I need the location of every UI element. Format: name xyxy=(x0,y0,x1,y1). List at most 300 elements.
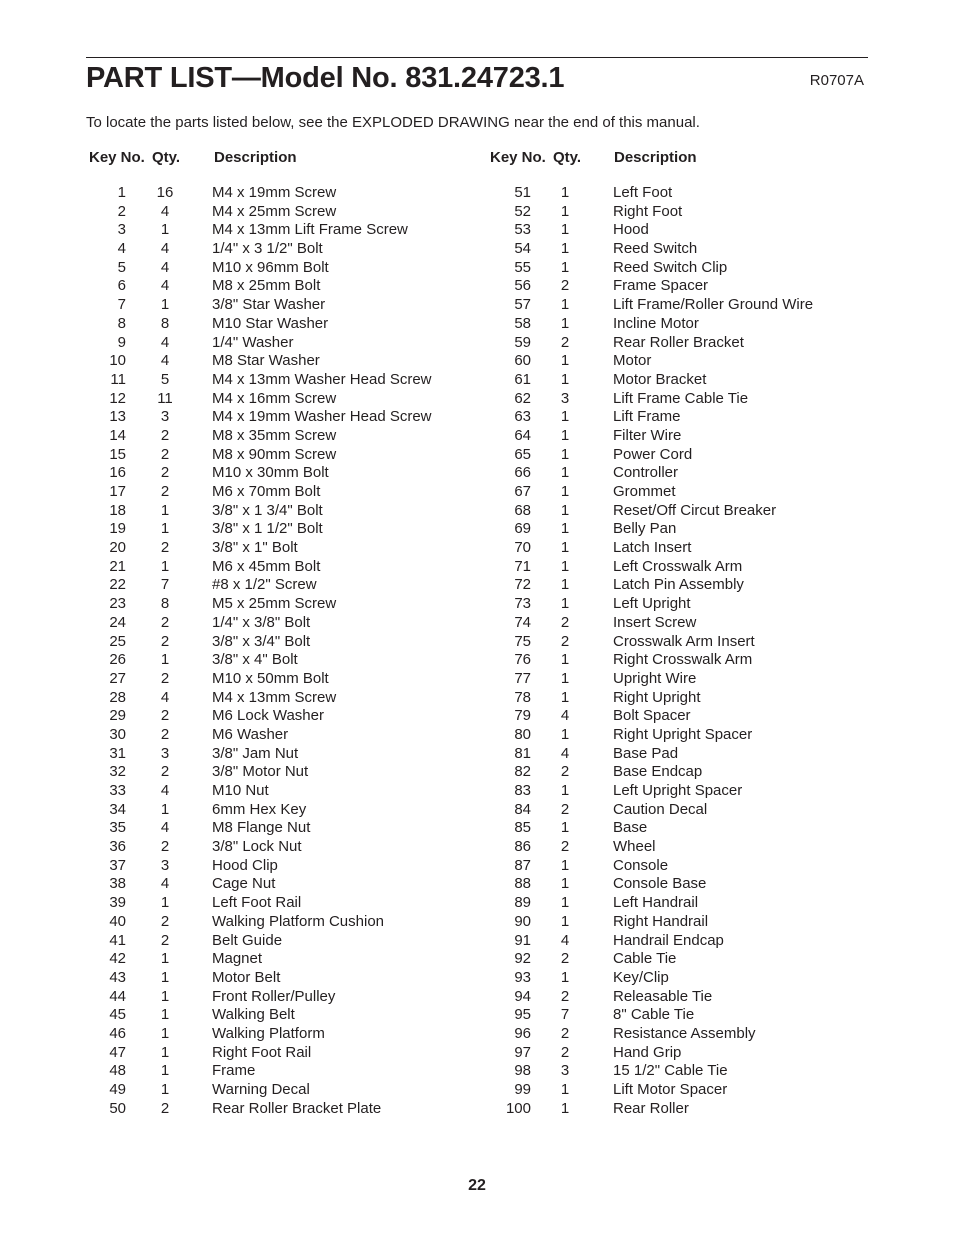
table-row xyxy=(486,763,868,782)
description-cell: Motor Bracket xyxy=(613,370,707,388)
description-cell: Warning Decal xyxy=(212,1081,310,1098)
key-no-cell: 32 xyxy=(109,763,126,781)
qty-cell: 4 xyxy=(160,875,170,893)
table-row xyxy=(86,221,486,240)
table-row xyxy=(486,1044,868,1063)
qty-cell: 2 xyxy=(160,707,170,725)
key-no-cell: 14 xyxy=(109,426,126,444)
key-no-cell: 40 xyxy=(109,912,126,930)
key-no-cell: 26 xyxy=(109,651,126,669)
qty-cell: 3 xyxy=(160,856,170,874)
table-row xyxy=(486,614,868,633)
key-no-cell: 45 xyxy=(109,1006,126,1024)
description-cell: Right Upright Spacer xyxy=(613,725,753,743)
key-no-cell: 11 xyxy=(110,370,126,388)
description-cell: Front Roller/Pulley xyxy=(212,987,336,1005)
table-row xyxy=(86,651,486,670)
description-cell: M10 x 30mm Bolt xyxy=(212,464,329,482)
qty-cell: 3 xyxy=(160,408,170,426)
description-cell: Rear Roller xyxy=(613,1099,689,1117)
qty-cell: 4 xyxy=(560,707,570,725)
key-no-cell: 81 xyxy=(514,744,531,762)
description-cell: Reset/Off Circut Breaker xyxy=(613,501,777,519)
description-cell: 3/8" Motor Nut xyxy=(212,763,309,781)
table-row xyxy=(86,502,486,521)
qty-cell: 8 xyxy=(160,314,170,332)
table-row xyxy=(486,240,868,259)
table-row xyxy=(486,745,868,764)
table-row xyxy=(86,352,486,371)
key-no-cell: 2 xyxy=(117,202,126,220)
qty-cell: 1 xyxy=(560,1081,570,1098)
table-row xyxy=(86,464,486,483)
qty-cell: 4 xyxy=(160,202,170,220)
key-no-cell: 72 xyxy=(514,576,531,594)
description-cell: Power Cord xyxy=(613,445,693,463)
table-row xyxy=(486,427,868,446)
qty-cell: 1 xyxy=(160,1081,170,1098)
qty-cell: 1 xyxy=(560,202,570,220)
key-no-cell: 38 xyxy=(109,875,126,893)
qty-cell: 1 xyxy=(160,520,170,538)
description-cell: 3/8" x 1 1/2" Bolt xyxy=(212,520,323,538)
table-row xyxy=(86,1100,486,1119)
qty-cell: 1 xyxy=(160,557,170,575)
parts-table-left xyxy=(86,148,486,1118)
description-cell: Motor xyxy=(613,352,652,370)
description-cell: 15 1/2" Cable Tie xyxy=(613,1062,728,1080)
table-row xyxy=(86,240,486,259)
description-cell: Right Handrail xyxy=(613,912,709,930)
qty-cell: 1 xyxy=(560,894,570,912)
key-no-cell: 34 xyxy=(109,800,126,818)
page-number: 22 xyxy=(468,1177,486,1194)
table-row xyxy=(486,932,868,951)
key-no-cell: 98 xyxy=(514,1062,531,1080)
qty-cell: 2 xyxy=(560,950,570,968)
table-row xyxy=(486,334,868,353)
qty-cell: 1 xyxy=(160,1006,170,1024)
qty-cell: 1 xyxy=(160,651,170,669)
table-row xyxy=(86,1062,486,1081)
qty-cell: 1 xyxy=(160,950,170,968)
table-row xyxy=(486,352,868,371)
table-header xyxy=(86,148,486,167)
key-no-cell: 53 xyxy=(514,221,531,239)
table-row xyxy=(486,464,868,483)
table-row xyxy=(486,801,868,820)
qty-cell: 1 xyxy=(560,370,570,388)
table-row xyxy=(86,707,486,726)
description-cell: 8" Cable Tie xyxy=(613,1006,695,1024)
description-cell: M4 x 13mm Lift Frame Screw xyxy=(212,221,408,239)
key-no-cell: 31 xyxy=(109,744,126,762)
qty-cell: 1 xyxy=(560,968,570,986)
qty-cell: 1 xyxy=(560,408,570,426)
qty-cell: 4 xyxy=(160,240,170,258)
qty-cell: 2 xyxy=(160,539,170,557)
qty-cell: 2 xyxy=(160,613,170,631)
key-no-cell: 58 xyxy=(514,314,531,332)
qty-cell: 1 xyxy=(560,669,570,687)
key-no-cell: 4 xyxy=(117,240,126,258)
qty-cell: 1 xyxy=(560,688,570,706)
key-no-cell: 47 xyxy=(109,1043,126,1061)
qty-cell: 2 xyxy=(160,669,170,687)
table-row xyxy=(86,296,486,315)
key-no-cell: 15 xyxy=(109,445,126,463)
key-no-cell: 42 xyxy=(109,950,126,968)
description-cell: Crosswalk Arm Insert xyxy=(613,632,755,650)
key-no-cell: 52 xyxy=(514,202,531,220)
key-no-cell: 83 xyxy=(514,782,531,799)
description-cell: Frame Spacer xyxy=(613,277,709,295)
table-row xyxy=(86,427,486,446)
description-cell: 3/8" x 4" Bolt xyxy=(212,651,298,669)
qty-cell: 1 xyxy=(560,576,570,594)
key-no-cell: 84 xyxy=(514,800,531,818)
description-cell: Walking Belt xyxy=(212,1006,295,1024)
key-no-cell: 27 xyxy=(109,669,126,687)
qty-cell: 1 xyxy=(560,296,570,314)
header-qty: Qty. xyxy=(553,149,582,166)
table-row xyxy=(486,1006,868,1025)
description-cell: Reed Switch Clip xyxy=(613,258,728,276)
header-description: Description xyxy=(614,149,697,166)
description-cell: Grommet xyxy=(613,483,676,500)
table-row xyxy=(486,1081,868,1100)
qty-cell: 2 xyxy=(560,763,570,781)
key-no-cell: 5 xyxy=(117,258,126,276)
table-row xyxy=(86,801,486,820)
table-row xyxy=(486,446,868,465)
description-cell: Upright Wire xyxy=(613,669,697,687)
description-cell: Incline Motor xyxy=(613,314,699,332)
table-row xyxy=(486,913,868,932)
key-no-cell: 73 xyxy=(514,595,531,613)
key-no-cell: 88 xyxy=(514,875,531,893)
key-no-cell: 91 xyxy=(514,931,531,949)
description-cell: Belly Pan xyxy=(613,520,677,538)
description-cell: Walking Platform xyxy=(212,1024,325,1042)
description-cell: Hood xyxy=(613,221,649,239)
table-row xyxy=(486,203,868,222)
key-no-cell: 7 xyxy=(117,296,126,314)
key-no-cell: 25 xyxy=(109,632,126,650)
table-row xyxy=(86,334,486,353)
table-row xyxy=(86,763,486,782)
description-cell: Controller xyxy=(613,464,679,482)
description-cell: 1/4" Washer xyxy=(212,333,294,351)
qty-cell: 2 xyxy=(560,1024,570,1042)
qty-cell: 1 xyxy=(560,352,570,370)
qty-cell: 4 xyxy=(160,352,170,370)
key-no-cell: 23 xyxy=(109,595,126,613)
description-cell: Belt Guide xyxy=(212,931,283,949)
table-row xyxy=(86,1025,486,1044)
key-no-cell: 74 xyxy=(514,613,531,631)
key-no-cell: 1 xyxy=(117,184,126,201)
qty-cell: 1 xyxy=(160,1024,170,1042)
description-cell: Reed Switch xyxy=(613,240,698,258)
parts-table-right xyxy=(486,148,868,1118)
key-no-cell: 33 xyxy=(109,782,126,799)
qty-cell: 2 xyxy=(160,426,170,444)
table-row xyxy=(486,558,868,577)
table-row xyxy=(486,296,868,315)
table-row xyxy=(86,819,486,838)
key-no-cell: 36 xyxy=(109,838,126,856)
table-row xyxy=(86,932,486,951)
table-row xyxy=(486,988,868,1007)
table-row xyxy=(86,595,486,614)
description-cell: Left Handrail xyxy=(613,894,699,912)
qty-cell: 1 xyxy=(160,296,170,314)
table-row xyxy=(86,259,486,278)
qty-cell: 16 xyxy=(156,184,174,201)
qty-cell: 2 xyxy=(560,987,570,1005)
key-no-cell: 96 xyxy=(514,1024,531,1042)
qty-cell: 1 xyxy=(560,725,570,743)
table-row xyxy=(486,315,868,334)
table-row xyxy=(486,539,868,558)
description-cell: Lift Frame xyxy=(613,408,681,426)
description-cell: Console xyxy=(613,856,669,874)
key-no-cell: 43 xyxy=(109,968,126,986)
key-no-cell: 51 xyxy=(514,184,531,201)
table-row xyxy=(486,520,868,539)
description-cell: Base xyxy=(613,819,648,837)
table-row xyxy=(486,726,868,745)
table-row xyxy=(86,782,486,801)
description-cell: M8 x 25mm Bolt xyxy=(212,277,321,295)
document-code: R0707A xyxy=(809,72,864,89)
table-row xyxy=(486,502,868,521)
description-cell: 3/8" x 1 3/4" Bolt xyxy=(212,501,323,519)
qty-cell: 1 xyxy=(560,184,570,201)
table-row xyxy=(86,894,486,913)
description-cell: Base Endcap xyxy=(613,763,703,781)
qty-cell: 1 xyxy=(560,782,570,799)
description-cell: Right Crosswalk Arm xyxy=(613,651,753,669)
qty-cell: 1 xyxy=(160,1043,170,1061)
key-no-cell: 77 xyxy=(514,669,531,687)
key-no-cell: 89 xyxy=(514,894,531,912)
key-no-cell: 65 xyxy=(514,445,531,463)
qty-cell: 4 xyxy=(160,258,170,276)
description-cell: M4 x 16mm Screw xyxy=(212,389,337,407)
qty-cell: 2 xyxy=(560,613,570,631)
description-cell: M8 Star Washer xyxy=(212,352,320,370)
description-cell: M4 x 25mm Screw xyxy=(212,202,337,220)
table-row xyxy=(486,707,868,726)
qty-cell: 4 xyxy=(160,782,170,799)
table-row xyxy=(86,913,486,932)
table-row xyxy=(86,969,486,988)
key-no-cell: 94 xyxy=(514,987,531,1005)
qty-cell: 2 xyxy=(560,1043,570,1061)
qty-cell: 1 xyxy=(560,595,570,613)
description-cell: Left Foot Rail xyxy=(212,894,302,912)
key-no-cell: 75 xyxy=(514,632,531,650)
description-cell: Console Base xyxy=(613,875,707,893)
qty-cell: 1 xyxy=(160,968,170,986)
key-no-cell: 93 xyxy=(514,968,531,986)
table-row xyxy=(486,390,868,409)
qty-cell: 11 xyxy=(157,389,173,407)
key-no-cell: 71 xyxy=(514,557,531,575)
description-cell: M8 Flange Nut xyxy=(212,819,311,837)
description-cell: Releasable Tie xyxy=(613,987,713,1005)
qty-cell: 4 xyxy=(160,819,170,837)
qty-cell: 1 xyxy=(560,314,570,332)
table-row xyxy=(86,689,486,708)
description-cell: M4 x 13mm Washer Head Screw xyxy=(212,370,432,388)
parts-rows-left xyxy=(86,184,486,1118)
description-cell: #8 x 1/2" Screw xyxy=(212,576,317,594)
key-no-cell: 21 xyxy=(109,557,126,575)
description-cell: 1/4" x 3/8" Bolt xyxy=(212,613,311,631)
table-row xyxy=(86,539,486,558)
key-no-cell: 54 xyxy=(514,240,531,258)
title-rule xyxy=(86,57,868,58)
table-row xyxy=(486,969,868,988)
table-row xyxy=(86,875,486,894)
table-row xyxy=(486,875,868,894)
qty-cell: 1 xyxy=(560,501,570,519)
table-row xyxy=(486,1025,868,1044)
table-row xyxy=(86,1081,486,1100)
table-row xyxy=(486,595,868,614)
qty-cell: 1 xyxy=(560,539,570,557)
key-no-cell: 63 xyxy=(514,408,531,426)
table-row xyxy=(86,315,486,334)
key-no-cell: 9 xyxy=(117,333,126,351)
table-header xyxy=(486,148,868,167)
table-row xyxy=(486,819,868,838)
qty-cell: 1 xyxy=(560,426,570,444)
table-row xyxy=(486,651,868,670)
key-no-cell: 59 xyxy=(514,333,531,351)
table-row xyxy=(86,408,486,427)
table-row xyxy=(486,184,868,203)
table-row xyxy=(486,1100,868,1119)
key-no-cell: 61 xyxy=(514,370,531,388)
table-row xyxy=(86,745,486,764)
header-key-no: Key No. xyxy=(490,149,546,166)
description-cell: Hand Grip xyxy=(613,1043,682,1061)
qty-cell: 1 xyxy=(160,894,170,912)
qty-cell: 5 xyxy=(160,370,170,388)
qty-cell: 1 xyxy=(560,258,570,276)
key-no-cell: 10 xyxy=(109,352,126,370)
table-row xyxy=(86,633,486,652)
intro-text: To locate the parts listed below, see the EXPLODED DRAWING near the end of this manual. xyxy=(86,114,700,131)
qty-cell: 8 xyxy=(160,595,170,613)
key-no-cell: 80 xyxy=(514,725,531,743)
qty-cell: 1 xyxy=(560,464,570,482)
key-no-cell: 56 xyxy=(514,277,531,295)
key-no-cell: 70 xyxy=(514,539,531,557)
qty-cell: 2 xyxy=(560,800,570,818)
description-cell: M10 x 50mm Bolt xyxy=(212,669,329,687)
description-cell: M4 x 19mm Screw xyxy=(212,184,337,201)
table-row xyxy=(86,950,486,969)
table-row xyxy=(486,782,868,801)
description-cell: Frame xyxy=(212,1062,256,1080)
key-no-cell: 48 xyxy=(109,1062,126,1080)
qty-cell: 7 xyxy=(560,1006,570,1024)
qty-cell: 2 xyxy=(160,931,170,949)
key-no-cell: 87 xyxy=(514,856,531,874)
table-row xyxy=(86,371,486,390)
table-row xyxy=(86,277,486,296)
qty-cell: 1 xyxy=(160,800,170,818)
description-cell: M6 x 45mm Bolt xyxy=(212,557,321,575)
qty-cell: 1 xyxy=(560,912,570,930)
table-row xyxy=(486,371,868,390)
qty-cell: 1 xyxy=(560,875,570,893)
table-row xyxy=(86,1044,486,1063)
description-cell: 3/8" Star Washer xyxy=(212,296,326,314)
description-cell: 6mm Hex Key xyxy=(212,800,307,818)
qty-cell: 3 xyxy=(560,389,570,407)
description-cell: Rear Roller Bracket xyxy=(613,333,744,351)
table-row xyxy=(486,857,868,876)
qty-cell: 1 xyxy=(560,651,570,669)
key-no-cell: 30 xyxy=(109,725,126,743)
qty-cell: 1 xyxy=(560,856,570,874)
table-row xyxy=(86,838,486,857)
table-row xyxy=(86,988,486,1007)
key-no-cell: 76 xyxy=(514,651,531,669)
key-no-cell: 37 xyxy=(109,856,126,874)
table-row xyxy=(86,670,486,689)
key-no-cell: 28 xyxy=(109,688,126,706)
qty-cell: 2 xyxy=(160,1099,170,1117)
key-no-cell: 3 xyxy=(117,221,126,239)
key-no-cell: 66 xyxy=(514,464,531,482)
table-row xyxy=(86,558,486,577)
key-no-cell: 85 xyxy=(514,819,531,837)
key-no-cell: 49 xyxy=(109,1081,126,1098)
table-row xyxy=(86,483,486,502)
key-no-cell: 35 xyxy=(109,819,126,837)
qty-cell: 4 xyxy=(560,744,570,762)
key-no-cell: 46 xyxy=(109,1024,126,1042)
key-no-cell: 17 xyxy=(109,483,126,500)
key-no-cell: 68 xyxy=(514,501,531,519)
key-no-cell: 29 xyxy=(109,707,126,725)
key-no-cell: 78 xyxy=(514,688,531,706)
description-cell: Filter Wire xyxy=(613,426,682,444)
key-no-cell: 64 xyxy=(514,426,531,444)
key-no-cell: 86 xyxy=(514,838,531,856)
table-row xyxy=(86,203,486,222)
description-cell: Lift Frame/Roller Ground Wire xyxy=(613,296,814,314)
key-no-cell: 16 xyxy=(109,464,126,482)
description-cell: Left Foot xyxy=(613,184,673,201)
qty-cell: 1 xyxy=(560,520,570,538)
key-no-cell: 55 xyxy=(514,258,531,276)
header-description: Description xyxy=(214,149,297,166)
parts-rows-right xyxy=(486,184,868,1118)
qty-cell: 4 xyxy=(160,688,170,706)
qty-cell: 2 xyxy=(560,277,570,295)
qty-cell: 2 xyxy=(160,483,170,500)
table-row xyxy=(86,390,486,409)
qty-cell: 1 xyxy=(160,987,170,1005)
